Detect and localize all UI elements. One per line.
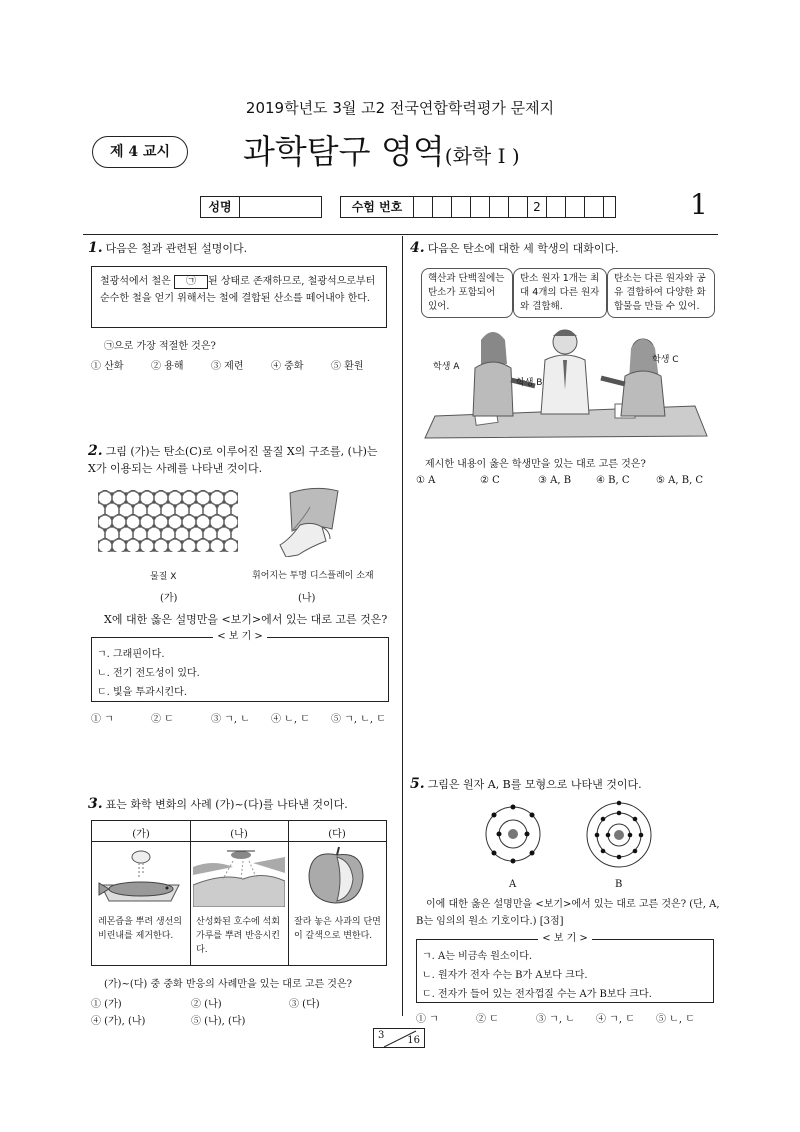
q2-label-left: (가) xyxy=(160,593,178,604)
q1-choice-4[interactable]: ④ 중화 xyxy=(271,361,304,372)
graphene-structure-image xyxy=(98,490,238,552)
q3-stem xyxy=(88,796,348,812)
q2-choice-1[interactable]: ① ㄱ xyxy=(91,714,114,725)
apple-image xyxy=(291,845,383,907)
exam-number-digit: 2 xyxy=(527,197,546,217)
exam-title: 2019학년도 3월 고2 전국연합학력평가 문제지 xyxy=(245,99,555,117)
q5-bogi-box xyxy=(416,933,714,1003)
q4-stem xyxy=(410,240,619,256)
q2-bogi-item-3: ㄷ. 빛을 투과시킨다. xyxy=(97,687,187,698)
q2-choice-4[interactable]: ④ ㄴ, ㄷ xyxy=(271,714,310,725)
q4-choice-5[interactable]: ⑤ A, B, C xyxy=(656,475,704,486)
q1-blank-mark: ㉠ xyxy=(186,276,196,287)
q5-question: 이에 대한 옳은 설명만을 <보기>에서 있는 대로 고른 것은? (단, A, B는 임의의 원소 기호이다.) [3점] xyxy=(416,899,720,927)
q3-header-3: (다) xyxy=(328,829,346,840)
q2-label-right: (나) xyxy=(298,593,316,604)
q1-stem-text: 다음은 철과 관련된 설명이다. xyxy=(105,242,248,255)
q2-question: X에 대한 옳은 설명만을 <보기>에서 있는 대로 고른 것은? xyxy=(104,613,388,626)
students-illustration xyxy=(415,320,715,440)
q1-question: ㉠으로 가장 적절한 것은? xyxy=(104,341,216,352)
q2-choice-3[interactable]: ③ ㄱ, ㄴ xyxy=(211,714,250,725)
q2-bogi-item-1: ㄱ. 그래핀이다. xyxy=(97,649,165,660)
q5-bogi-item-2: ㄴ. 원자가 전자 수는 B가 A보다 크다. xyxy=(422,970,588,981)
q4-bubble-c: 탄소는 다른 원자와 공유 결합하여 다양한 화합물을 만들 수 있어. xyxy=(607,268,715,318)
q3-choice-4[interactable]: ④ (가), (나) xyxy=(91,1016,146,1027)
exam-number-field xyxy=(340,196,616,218)
q4-bubble-a: 핵산과 단백질에는 탄소가 포함되어 있어. xyxy=(421,268,513,318)
q5-choice-3[interactable]: ③ ㄱ, ㄴ xyxy=(536,1014,575,1025)
page-indicator xyxy=(373,1028,425,1048)
subject-title: 과학탐구 영역 xyxy=(243,132,445,171)
flexible-display-image xyxy=(270,485,355,557)
fish-lemon-image xyxy=(95,845,187,907)
q4-choice-3[interactable]: ③ A, B xyxy=(538,475,572,486)
q4-choice-4[interactable]: ④ B, C xyxy=(596,475,630,486)
name-field xyxy=(200,196,322,218)
q5-stem xyxy=(410,776,642,792)
q5-stem-text: 그림은 원자 A, B를 모형으로 나타낸 것이다. xyxy=(427,778,642,791)
exam-number-label: 수험 번호 xyxy=(351,200,403,214)
q3-question: (가)~(다) 중 중화 반응의 사례만을 있는 대로 고른 것은? xyxy=(104,979,352,990)
q5-bogi-item-3: ㄷ. 전자가 들어 있는 전자껍질 수는 A가 B보다 크다. xyxy=(422,989,652,1000)
q1-passage-pre: 철광석에서 철은 xyxy=(100,276,171,287)
q2-number: 2. xyxy=(88,443,103,459)
q5-bogi-title: < 보 기 > xyxy=(417,933,713,945)
atom-a-model xyxy=(482,803,544,865)
page-number: 1 xyxy=(690,188,708,221)
q1-blank xyxy=(174,275,208,289)
q2-caption-right: 휘어지는 투명 디스플레이 소재 xyxy=(252,571,374,581)
q5-choice-4[interactable]: ④ ㄱ, ㄷ xyxy=(596,1014,635,1025)
q3-table xyxy=(91,820,387,966)
q1-choice-3[interactable]: ③ 제련 xyxy=(211,361,244,372)
header-rule xyxy=(83,234,718,235)
column-divider xyxy=(402,236,403,1016)
q4-student-b-label: 학생 B xyxy=(516,378,543,388)
q5-number: 5. xyxy=(410,776,425,792)
q3-choice-5[interactable]: ⑤ (나), (다) xyxy=(191,1016,246,1027)
q1-choice-5[interactable]: ⑤ 환원 xyxy=(331,361,364,372)
q1-passage-box xyxy=(91,266,387,328)
atom-b-model xyxy=(584,800,654,870)
q2-choice-2[interactable]: ② ㄷ xyxy=(151,714,174,725)
q4-question: 제시한 내용이 옳은 학생만을 있는 대로 고른 것은? xyxy=(425,459,646,470)
q4-number: 4. xyxy=(410,240,425,256)
q1-stem xyxy=(88,240,247,256)
q4-choice-2[interactable]: ② C xyxy=(480,475,500,486)
q1-number: 1. xyxy=(88,240,103,256)
q1-passage-post: 된 상태로 존재하므로, 철광석으로부터 순수한 철을 얻기 위해서는 철에 결합된 산소를 떼어내야 한다. xyxy=(100,276,376,304)
q3-cell-1: 레몬즙을 뿌려 생선의 비린내를 제거한다. xyxy=(98,917,182,941)
q4-bubble-b: 탄소 원자 1개는 최대 4개의 다른 원자와 결합해. xyxy=(513,268,607,318)
period-badge xyxy=(92,136,188,168)
q5-choice-1[interactable]: ① ㄱ xyxy=(416,1014,439,1025)
q4-stem-text: 다음은 탄소에 대한 세 학생의 대화이다. xyxy=(427,242,619,255)
page-current: 3 xyxy=(378,1030,385,1041)
q4-student-a-label: 학생 A xyxy=(433,362,460,372)
q3-stem-text: 표는 화학 변화의 사례 (가)~(다)를 나타낸 것이다. xyxy=(105,798,348,811)
q2-caption-left: 물질 X xyxy=(150,572,177,582)
q4-choice-1[interactable]: ① A xyxy=(416,475,436,486)
lake-helicopter-image xyxy=(193,845,285,907)
subject-heading xyxy=(243,126,520,173)
q3-cell-2: 산성화된 호수에 석회 가루를 뿌려 반응시킨다. xyxy=(196,917,280,955)
q2-choice-5[interactable]: ⑤ ㄱ, ㄴ, ㄷ xyxy=(331,714,386,725)
q2-bogi-item-2: ㄴ. 전기 전도성이 있다. xyxy=(97,668,200,679)
atom-b-label: B xyxy=(615,879,623,890)
q3-choice-1[interactable]: ① (가) xyxy=(91,999,122,1010)
q5-bogi-item-1: ㄱ. A는 비금속 원소이다. xyxy=(422,951,533,962)
q3-choice-2[interactable]: ② (나) xyxy=(191,999,222,1010)
q1-choice-1[interactable]: ① 산화 xyxy=(91,361,124,372)
q1-choice-2[interactable]: ② 용해 xyxy=(151,361,184,372)
name-label: 성명 xyxy=(201,197,240,217)
q3-number: 3. xyxy=(88,796,103,812)
page-total: 16 xyxy=(407,1035,420,1046)
q3-choice-3[interactable]: ③ (다) xyxy=(289,999,320,1010)
q2-bogi-box xyxy=(91,631,389,702)
q2-stem xyxy=(88,443,388,477)
period-badge-label: 제 4 교시 xyxy=(109,144,171,160)
q3-header-1: (가) xyxy=(132,829,150,840)
q3-header-2: (나) xyxy=(230,829,248,840)
q2-bogi-title: < 보 기 > xyxy=(92,631,388,643)
atom-a-label: A xyxy=(509,879,517,890)
q3-cell-3: 잘라 놓은 사과의 단면이 갈색으로 변한다. xyxy=(294,917,381,941)
q5-choice-2[interactable]: ② ㄷ xyxy=(476,1014,499,1025)
q4-student-c-label: 학생 C xyxy=(652,355,679,365)
subject-subtitle: (화학 I ) xyxy=(444,144,520,168)
q5-choice-5[interactable]: ⑤ ㄴ, ㄷ xyxy=(656,1014,695,1025)
q2-stem-text: 그림 (가)는 탄소(C)로 이루어진 물질 X의 구조를, (나)는 X가 이용되는 사례를 나타낸 것이다. xyxy=(88,445,378,475)
